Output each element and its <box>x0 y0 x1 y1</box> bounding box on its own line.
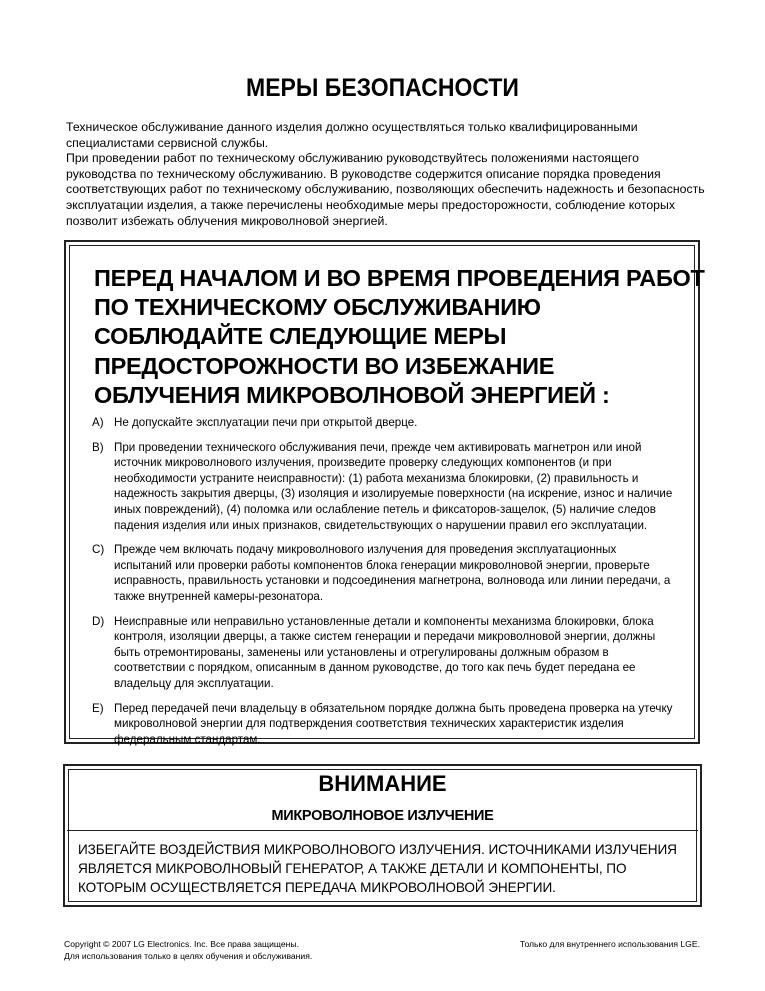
precautions-heading-line: ОБЛУЧЕНИЯ МИКРОВОЛНОВОЙ ЭНЕРГИЕЙ : <box>94 381 610 408</box>
precautions-heading-line: ПЕРЕД НАЧАЛОМ И ВО ВРЕМЯ ПРОВЕДЕНИЯ РАБОТ <box>94 265 705 291</box>
intro-line: эксплуатации изделия, а также перечислены необходимые меры предосторожности, соблюдение которых <box>66 197 675 212</box>
precautions-heading-line: СОБЛЮДАЙТЕ СЛЕДУЮЩИЕ МЕРЫ <box>94 323 507 350</box>
item-label: C) <box>92 543 105 557</box>
item-line: Перед передачей печи владельцу в обязательном порядке должна быть проведена проверка на утечку <box>114 701 673 715</box>
precaution-item-e <box>92 701 682 748</box>
intro-line: При проведении работ по техническому обслуживанию руководствуйтесь положениями настоящего <box>66 151 639 166</box>
item-line: испытаний или проверки работы компонентов блока генерации микроволновой энергии, проверьте <box>114 558 650 572</box>
warning-divider <box>67 830 698 831</box>
item-line: соответствии с порядком, описанным в данном руководстве, до того как печь будет передана ее <box>114 661 636 675</box>
precaution-item-c <box>92 542 682 604</box>
item-label: B) <box>92 440 104 454</box>
footer-left <box>64 938 312 962</box>
item-line: также внутренней камеры-резонатора. <box>114 589 324 603</box>
item-line: При проведении технического обслуживания печи, прежде чем активировать магнетрон или иной <box>114 440 642 454</box>
precaution-item-b <box>92 440 682 534</box>
item-line: падения изделия или иных признаков, свидетельствующих о нарушении правил его эксплуатации. <box>114 518 648 532</box>
warning-line: КОТОРЫМ ОСУЩЕСТВЛЯЕТСЯ ПЕРЕДАЧА МИКРОВОЛНОВОЙ ЭНЕРГИИ. <box>78 880 556 895</box>
intro-line: руководства по техническому обслуживанию. В руководстве содержится описание порядка проведения <box>66 166 661 181</box>
item-line: источник микроволнового излучения, произведите проверку следующих компонентов (и при <box>114 456 612 470</box>
intro-line: Техническое обслуживание данного изделия должно осуществляться только квалифицированными <box>66 120 638 134</box>
intro-line: соответствующих работ по техническому обслуживанию, позволяющих обеспечить надежность и безопасность <box>66 182 705 197</box>
item-line: Неисправные или неправильно установленные детали и компоненты механизма блокировки, блока <box>114 614 654 628</box>
item-line: Прежде чем включать подачу микроволнового излучения для проведения эксплуатационных <box>114 543 617 557</box>
precaution-item-d <box>92 614 682 692</box>
item-label: E) <box>92 701 104 715</box>
intro-line: позволит избежать облучения микроволновой энергией. <box>66 213 388 228</box>
item-line: владельцу для эксплуатации. <box>114 676 274 690</box>
warning-line: ИЗБЕГАЙТЕ ВОЗДЕЙСТВИЯ МИКРОВОЛНОВОГО ИЗЛУЧЕНИЯ. ИСТОЧНИКАМИ ИЗЛУЧЕНИЯ <box>78 842 677 857</box>
item-line: микроволновой энергии для подтверждения соответствия технических характеристик изделия <box>114 717 624 731</box>
precautions-heading <box>94 264 705 410</box>
intro-text <box>66 120 706 229</box>
item-line: контроля, изоляции дверцы, а также систем генерации и передачи микроволновой энергии, должны <box>114 630 656 644</box>
precautions-heading-line: ПРЕДОСТОРОЖНОСТИ ВО ИЗБЕЖАНИЕ <box>94 352 555 379</box>
item-label: D) <box>92 614 105 628</box>
footer-usage: Для использования только в целях обучения и обслуживания. <box>64 951 313 961</box>
intro-line: специалистами сервисной службы. <box>66 135 269 150</box>
warning-text <box>78 840 694 897</box>
footer-copyright: Copyright © 2007 LG Electronics. Inc. Все права защищены. <box>64 939 299 949</box>
item-line: надежность закрытия дверцы, (3) изоляция и изолируемые поверхности (на искрение, износ и наличие <box>114 487 673 501</box>
item-line: федеральным стандартам. <box>114 732 261 746</box>
warning-title: ВНИМАНИЕ <box>318 771 447 796</box>
item-line: быть отремонтированы, заменены или установлены и отрегулированы должным образом в <box>114 645 609 659</box>
item-line: необходимости устраните неисправности): (1) работа механизма блокировки, (2) правильность и <box>114 471 639 485</box>
footer-internal: Только для внутреннего использования LGE. <box>519 939 700 949</box>
precaution-item-a <box>92 415 682 431</box>
item-line: Не допускайте эксплуатации печи при открытой дверце. <box>114 416 418 429</box>
item-line: исправность, правильность установки и подсоединения магнетрона, волновода или линии передачи, а <box>114 574 671 588</box>
page-title: МЕРЫ БЕЗОПАСНОСТИ <box>246 74 519 102</box>
warning-subtitle: МИКРОВОЛНОВОЕ ИЗЛУЧЕНИЕ <box>271 808 494 824</box>
item-line: иных повреждений), (4) поломка или ослабление петель и фиксаторов-защелок, (5) наличие следов <box>114 502 656 516</box>
precautions-heading-line: ПО ТЕХНИЧЕСКОМУ ОБСЛУЖИВАНИЮ <box>94 294 541 321</box>
item-label: A) <box>92 416 104 429</box>
warning-line: ЯВЛЯЕТСЯ МИКРОВОЛНОВЫЙ ГЕНЕРАТОР, А ТАКЖЕ ДЕТАЛИ И КОМПОНЕНТЫ, ПО <box>78 861 627 876</box>
precautions-list <box>92 415 682 756</box>
